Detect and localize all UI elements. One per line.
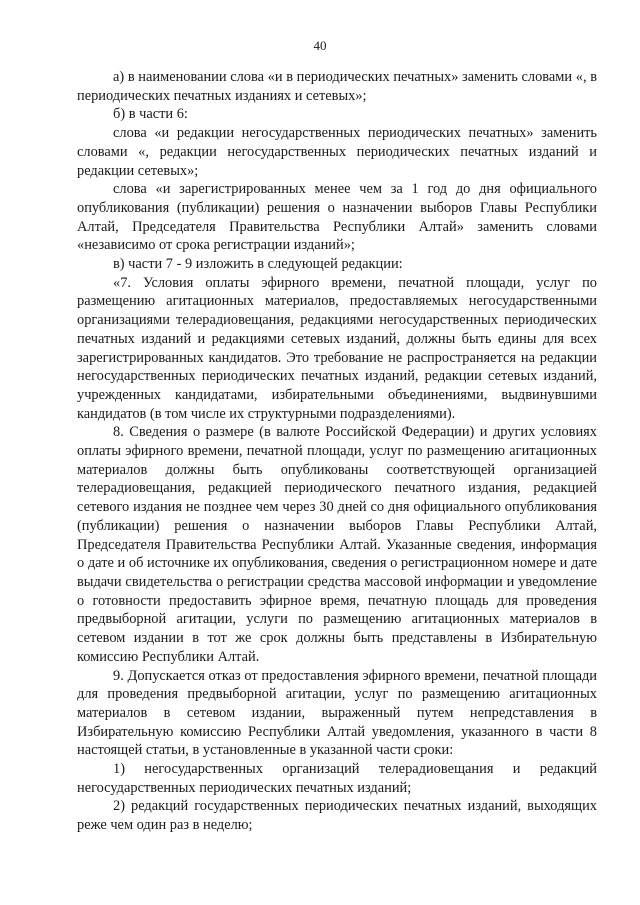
page-number: 40	[313, 38, 327, 53]
paragraph-b: б) в части 6:	[113, 106, 188, 123]
paragraph-v: в) части 7 - 9 изложить в следующей редакции:	[113, 256, 403, 273]
document-body	[77, 68, 597, 835]
paragraph-words-1: слова «и редакции негосударственных периодических печатных» заменить словами «, редакции негосударственных периодических печатных изданий и редакции сетевых»;	[77, 125, 597, 179]
paragraph-part-7: «7. Условия оплаты эфирного времени, печатной площади, услуг по размещению агитационных материалов, предоставляемых негосударственными организациями телерадиовещания, редакциями негосударственных периодических печатных изданий и редакциями сетевых изданий, должны быть едины для всех зарегистрированных кандидатов. Это требование не распространяется на редакции негосударственных периодических печатных изданий, редакции сетевых изданий, учрежденных кандидатами, избирательными объединениями, выдвинувшими кандидатов (в том числе их структурными подразделениями).	[77, 274, 597, 422]
paragraph-item-2: 2) редакций государственных периодических печатных изданий, выходящих реже чем один раз в неделю;	[77, 798, 597, 834]
paragraph-a: а) в наименовании слова «и в периодических печатных» заменить словами «, в периодических печатных изданиях и сетевых»;	[77, 69, 597, 104]
paragraph-item-1: 1) негосударственных организаций телерадиовещания и редакций негосударственных периодических печатных изданий;	[77, 761, 597, 796]
paragraph-part-9: 9. Допускается отказ от предоставления эфирного времени, печатной площади для проведения предвыборной агитации, услуг по размещению агитационных материалов в сетевом издании, выраженный путем непредставления в Избирательную комиссию Республики Алтай уведомления, указанного в части 8 настоящей статьи, в установленные в указанной части сроки:	[77, 667, 597, 759]
paragraph-words-2: слова «и зарегистрированных менее чем за 1 год до дня официального опубликования (публикации) решения о назначении выборов Главы Республики Алтай, Председателя Правительства Республики Алтай» заменить словами «независимо от срока регистрации изданий»;	[77, 181, 597, 254]
paragraph-part-8: 8. Сведения о размере (в валюте Российской Федерации) и других условиях оплаты эфирного времени, печатной площади, услуг по размещению агитационных материалов должны быть опубликованы соответствующей организацией телерадиовещания, редакцией периодического печатного издания, редакцией сетевого издания не позднее чем через 30 дней со дня официального опубликования (публикации) решения о назначении выборов Главы Республики Алтай, Председателя Правительства Республики Алтай. Указанные сведения, информация о дате и об источнике их опубликования, сведения о регистрационном номере и дате выдачи свидетельства о регистрации средства массовой информации и уведомление о готовности предоставить эфирное время, печатную площадь для проведения предвыборной агитации, услуги по размещению агитационных материалов в сетевом издании в тот же срок должны быть представлены в Избирательную комиссию Республики Алтай.	[77, 424, 597, 665]
